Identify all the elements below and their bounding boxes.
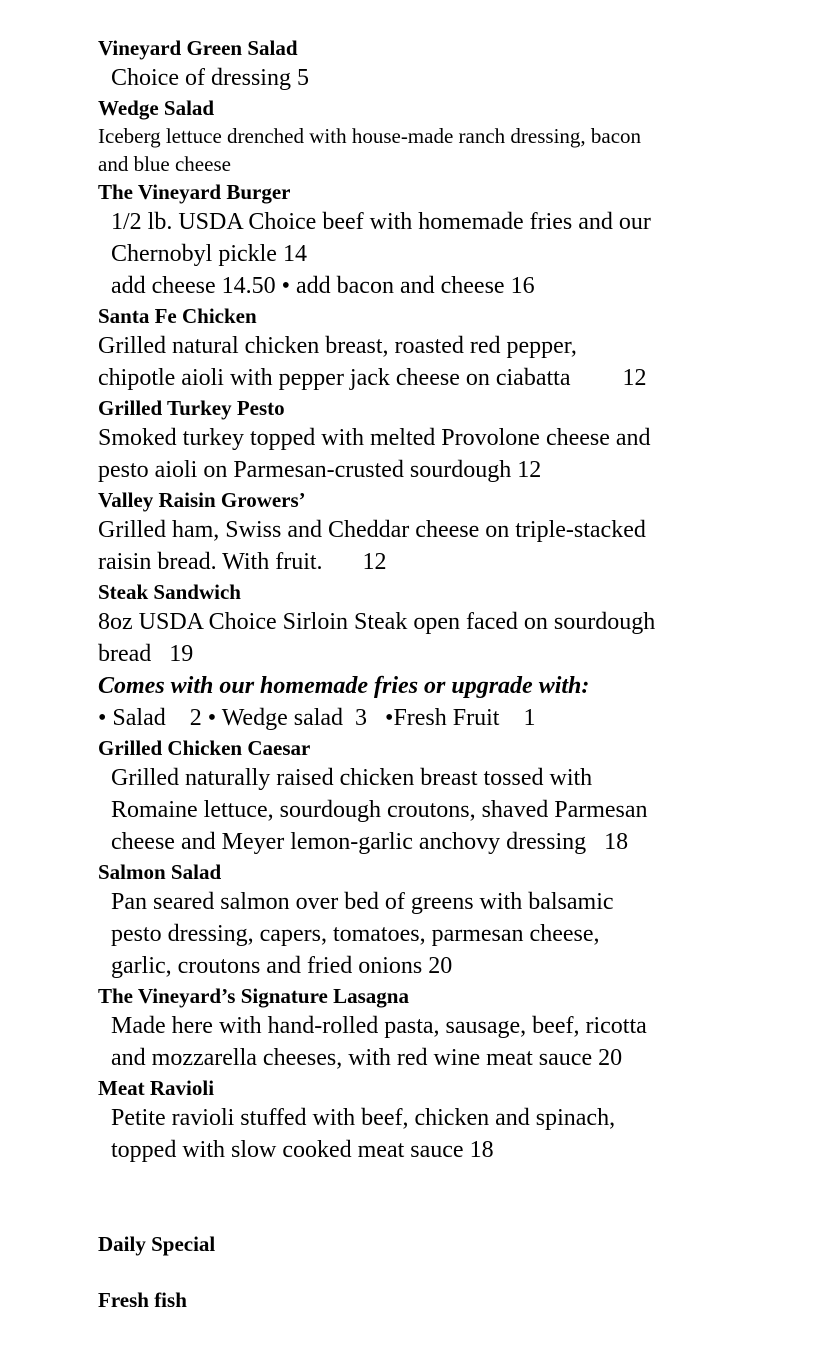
item-title-vineyard-green-salad: Vineyard Green Salad (98, 36, 298, 60)
item-desc-line: pesto aioli on Parmesan-crusted sourdough 12 (98, 457, 542, 483)
item-title-vineyard-burger: The Vineyard Burger (98, 180, 291, 204)
item-desc-line: bread 19 (98, 641, 194, 667)
item-title-grilled-chicken-caesar: Grilled Chicken Caesar (98, 736, 311, 760)
menu-page (98, 34, 798, 1314)
item-title-salmon-salad: Salmon Salad (98, 860, 222, 884)
item-title-santa-fe-chicken: Santa Fe Chicken (98, 304, 257, 328)
item-title-meat-ravioli: Meat Ravioli (98, 1076, 215, 1100)
upgrade-heading: Comes with our homemade fries or upgrade with: (98, 673, 590, 699)
item-desc-line: Chernobyl pickle 14 (111, 241, 307, 267)
item-title-grilled-turkey-pesto: Grilled Turkey Pesto (98, 396, 285, 420)
item-desc-line: Smoked turkey topped with melted Provolone cheese and (98, 425, 651, 451)
item-desc-line: cheese and Meyer lemon-garlic anchovy dressing 18 (111, 829, 629, 855)
item-desc-line-with-price (98, 546, 798, 578)
item-title-valley-raisin-growers: Valley Raisin Growers’ (98, 488, 306, 512)
item-desc-line: topped with slow cooked meat sauce 18 (111, 1137, 494, 1163)
item-price: 12 (362, 549, 387, 575)
item-price: 12 (622, 365, 647, 391)
item-desc-line: and blue cheese (98, 152, 231, 176)
item-desc-line: pesto dressing, capers, tomatoes, parmesan cheese, (111, 921, 600, 947)
item-title-wedge-salad: Wedge Salad (98, 96, 215, 120)
item-desc-line: Iceberg lettuce drenched with house-made ranch dressing, bacon (98, 124, 642, 148)
item-desc-line: 1/2 lb. USDA Choice beef with homemade fries and our (111, 209, 651, 235)
item-desc-line: Made here with hand-rolled pasta, sausage, beef, ricotta (111, 1013, 647, 1039)
item-desc-line: Grilled naturally raised chicken breast tossed with (111, 765, 593, 791)
item-desc-line: Grilled ham, Swiss and Cheddar cheese on triple-stacked (98, 517, 646, 543)
item-desc-line: Petite ravioli stuffed with beef, chicken and spinach, (111, 1105, 616, 1131)
item-desc-line: Choice of dressing 5 (111, 65, 309, 91)
section-spacer (98, 1166, 798, 1230)
item-desc-line: Romaine lettuce, sourdough croutons, shaved Parmesan (111, 797, 648, 823)
item-desc-line: add cheese 14.50 • add bacon and cheese 16 (111, 273, 535, 299)
item-desc-line-with-price (98, 362, 798, 394)
fresh-fish-heading: Fresh fish (98, 1288, 187, 1312)
item-desc-line: Pan seared salmon over bed of greens with balsamic (111, 889, 614, 915)
item-desc-line: 8oz USDA Choice Sirloin Steak open faced on sourdough (98, 609, 656, 635)
item-desc-text: chipotle aioli with pepper jack cheese on ciabatta (98, 365, 571, 391)
upgrade-options: • Salad 2 • Wedge salad 3 •Fresh Fruit 1 (98, 705, 536, 731)
item-title-steak-sandwich: Steak Sandwich (98, 580, 241, 604)
daily-special-heading: Daily Special (98, 1232, 216, 1256)
item-title-signature-lasagna: The Vineyard’s Signature Lasagna (98, 984, 409, 1008)
item-desc-line: garlic, croutons and fried onions 20 (111, 953, 453, 979)
item-desc-line: Grilled natural chicken breast, roasted red pepper, (98, 333, 577, 359)
item-desc-line: and mozzarella cheeses, with red wine meat sauce 20 (111, 1045, 623, 1071)
section-spacer (98, 1258, 798, 1286)
item-desc-text: raisin bread. With fruit. (98, 549, 323, 575)
